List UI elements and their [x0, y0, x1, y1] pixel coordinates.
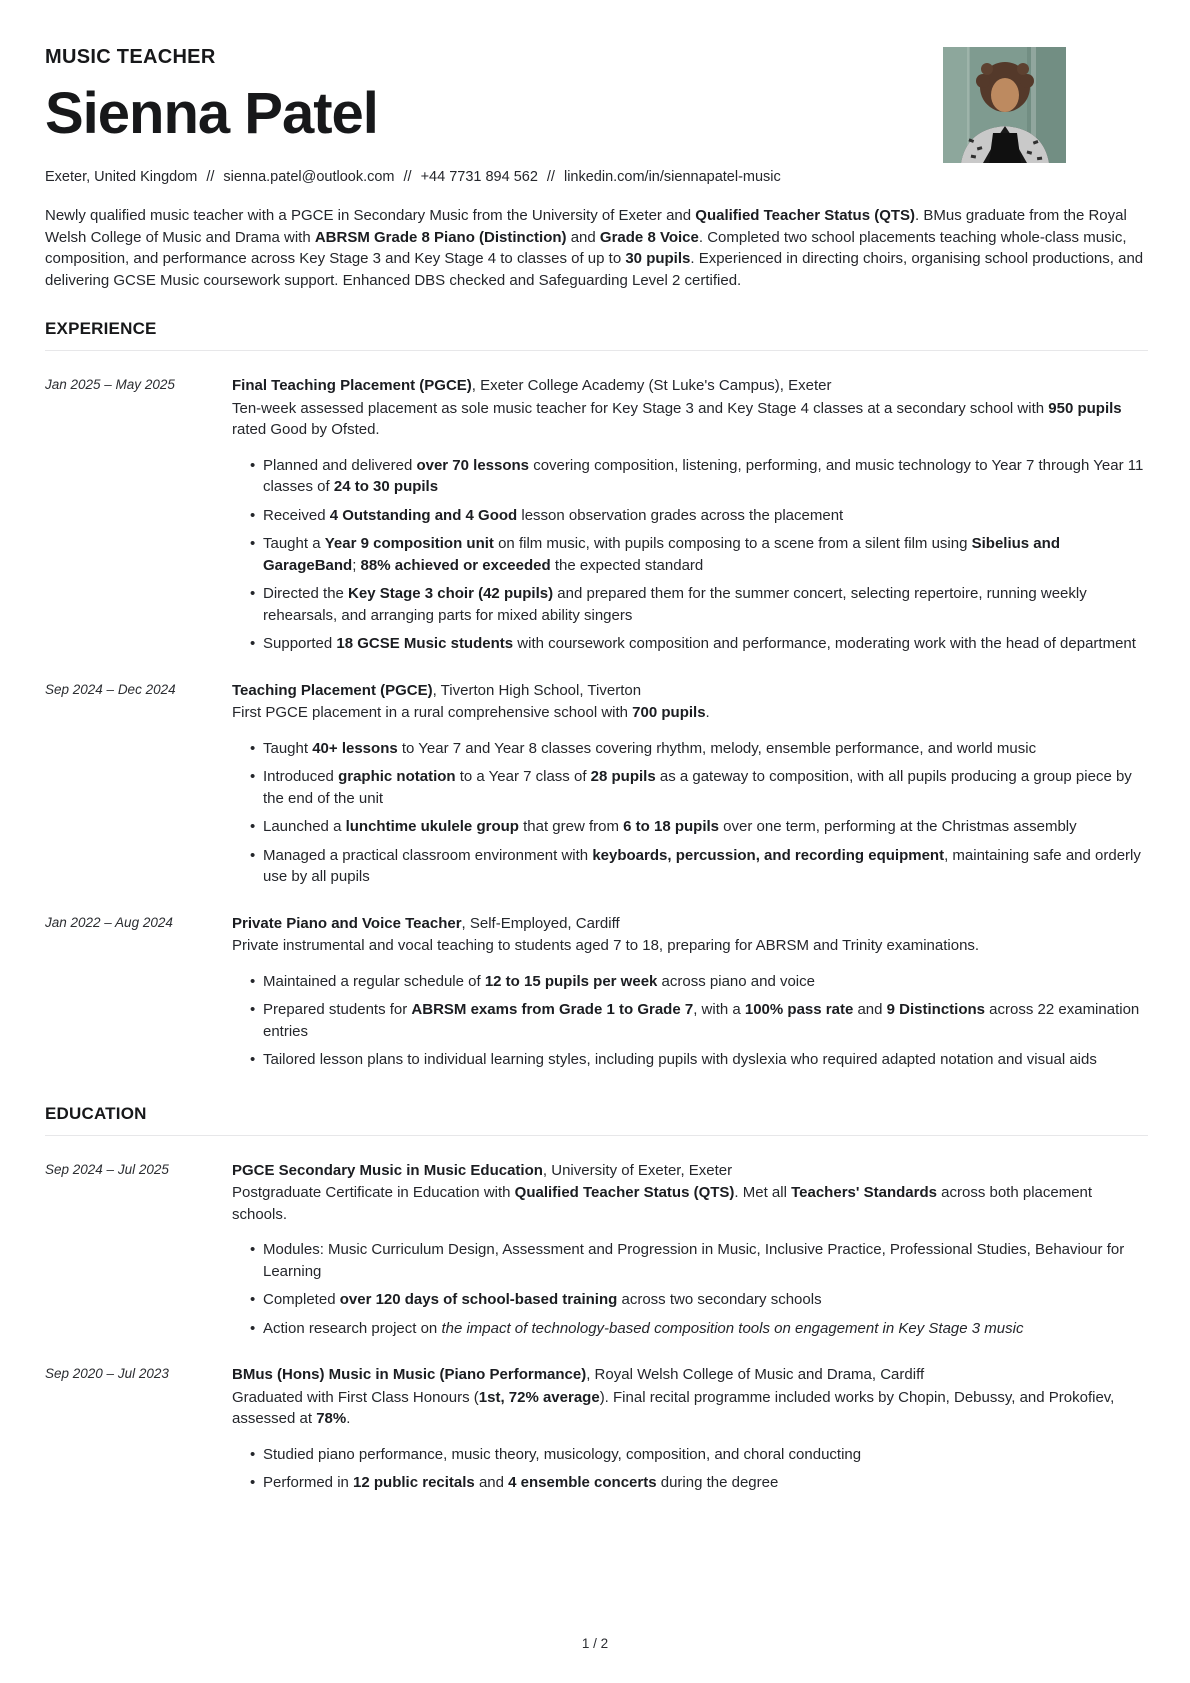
entry-heading: BMus (Hons) Music in Music (Piano Performance), Royal Welsh College of Music and Drama, Cardiff	[232, 1366, 925, 1383]
bullet-item	[250, 455, 1148, 498]
entry	[45, 1364, 1148, 1501]
entry-heading: Final Teaching Placement (PGCE), Exeter College Academy (St Luke's Campus), Exeter	[232, 377, 832, 394]
entry	[45, 680, 1148, 895]
summary-paragraph: Newly qualified music teacher with a PGCE in Secondary Music from the University of Exeter and Qualified Teacher Status (QTS). BMus graduate from the Royal Welsh College of Music and Drama with ABRSM Grade 8 Piano (Distinction) and Grade 8 Voice. Completed two school placements teaching whole-class music, composition, and performance across Key Stage 3 and Key Stage 4 to classes of up to 30 pupils. Experienced in directing choirs, organising school productions, and delivering GCSE Music coursework support. Enhanced DBS checked and Safeguarding Level 2 certified.	[45, 207, 1144, 289]
entry-bullets	[232, 1239, 1148, 1339]
bullet-text: Performed in 12 public recitals and 4 ensemble concerts during the degree	[263, 1474, 779, 1491]
bullet-item	[250, 1049, 1148, 1071]
bullet-item	[250, 505, 1148, 527]
entry-date: Sep 2024 – Dec 2024	[45, 681, 176, 697]
bullet-text: Maintained a regular schedule of 12 to 15 pupils per week across piano and voice	[263, 972, 815, 990]
section-title: EXPERIENCE	[45, 319, 1148, 351]
bullet-text: Managed a practical classroom environment with keyboards, percussion, and recording equipment, maintaining safe and orderly use by all pupils	[263, 846, 1141, 885]
bullet-text: Taught a Year 9 composition unit on film music, with pupils composing to a scene from a silent film using Sibelius and GarageBand; 88% achieved or exceeded the expected standard	[263, 535, 1060, 574]
section-entries	[45, 1136, 1148, 1501]
entry-bullets	[232, 971, 1148, 1071]
section-entries	[45, 351, 1148, 1078]
contact-separator: //	[403, 169, 412, 185]
bullet-item	[250, 633, 1148, 655]
entry-subheading: Postgraduate Certificate in Education with Qualified Teacher Status (QTS). Met all Teachers' Standards across both placement schools.	[232, 1184, 1093, 1223]
contact-item: Exeter, United Kingdom	[45, 169, 198, 185]
page-title: Sienna Patel	[45, 81, 378, 146]
role-title: MUSIC TEACHER	[45, 46, 216, 68]
bullet-text: Directed the Key Stage 3 choir (42 pupils) and prepared them for the summer concert, selecting repertoire, running weekly rehearsals, and arranging parts for mixed ability singers	[263, 585, 1087, 624]
bullet-item	[250, 1472, 1148, 1494]
entry-date: Sep 2020 – Jul 2023	[45, 1366, 169, 1381]
page-number: 1 / 2	[581, 1636, 609, 1651]
entry	[45, 913, 1148, 1078]
entry-subheading: First PGCE placement in a rural comprehensive school with 700 pupils.	[232, 704, 710, 721]
bullet-item	[250, 999, 1148, 1042]
bullet-text: Action research project on the impact of technology-based composition tools on engagement in Key Stage 3 music	[263, 1319, 1024, 1337]
bullet-item	[250, 766, 1148, 809]
entry-heading: Private Piano and Voice Teacher, Self-Employed, Cardiff	[232, 914, 620, 932]
entry-heading: Teaching Placement (PGCE), Tiverton High School, Tiverton	[232, 681, 642, 699]
contact-separator: //	[546, 169, 555, 185]
entry-body	[232, 913, 1148, 1078]
bullet-item	[250, 845, 1148, 888]
contact-item: +44 7731 894 562	[420, 169, 538, 185]
contact-item: linkedin.com/in/siennapatel-music	[563, 169, 781, 185]
bullet-text: Supported 18 GCSE Music students with coursework composition and performance, moderating work with the head of department	[263, 635, 1136, 652]
entry-body	[232, 375, 1148, 662]
entry-heading: PGCE Secondary Music in Music Education, University of Exeter, Exeter	[232, 1161, 733, 1179]
profile-photo-image	[943, 47, 1066, 163]
bullet-text: Modules: Music Curriculum Design, Assessment and Progression in Music, Inclusive Practice, Professional Studies, Behaviour for Learning	[263, 1241, 1125, 1280]
entry-date: Sep 2024 – Jul 2025	[45, 1161, 169, 1177]
entry-bullets	[232, 455, 1148, 655]
entry-subheading: Private instrumental and vocal teaching to students aged 7 to 18, preparing for ABRSM and Trinity examinations.	[232, 937, 980, 954]
bullet-text: Planned and delivered over 70 lessons covering composition, listening, performing, and music technology to Year 7 through Year 11 classes of 24 to 30 pupils	[263, 456, 1144, 495]
bullet-text: Prepared students for ABRSM exams from Grade 1 to Grade 7, with a 100% pass rate and 9 Distinctions across 22 examination entries	[263, 1001, 1140, 1040]
section	[45, 319, 1148, 1078]
bullet-item	[250, 1239, 1148, 1282]
bullet-item	[250, 738, 1148, 760]
bullet-item	[250, 1318, 1148, 1340]
bullet-text: Studied piano performance, music theory, musicology, composition, and choral conducting	[263, 1445, 862, 1463]
entry-subheading: Graduated with First Class Honours (1st, 72% average). Final recital programme included works by Chopin, Debussy, and Prokofiev, assessed at 78%.	[232, 1388, 1115, 1427]
bullet-text: Taught 40+ lessons to Year 7 and Year 8 classes covering rhythm, melody, ensemble performance, and world music	[263, 739, 1037, 757]
section-title: EDUCATION	[45, 1104, 1148, 1136]
bullet-text: Received 4 Outstanding and 4 Good lesson observation grades across the placement	[263, 506, 844, 524]
entry	[45, 1160, 1148, 1347]
bullet-item	[250, 1289, 1148, 1311]
entry	[45, 375, 1148, 662]
bullet-item	[250, 1444, 1148, 1466]
bullet-text: Completed over 120 days of school-based training across two secondary schools	[263, 1291, 822, 1308]
sections	[45, 319, 1148, 1501]
entry-bullets	[232, 1444, 1148, 1494]
entry-body	[232, 1160, 1148, 1347]
bullet-item	[250, 816, 1148, 838]
bullet-item	[250, 583, 1148, 626]
contact-line	[45, 169, 1148, 185]
entry-body	[232, 1364, 1148, 1501]
entry-date: Jan 2022 – Aug 2024	[45, 914, 173, 930]
contact-separator: //	[206, 169, 215, 185]
bullet-text: Tailored lesson plans to individual learning styles, including pupils with dyslexia who required adapted notation and visual aids	[263, 1051, 1097, 1068]
entry-bullets	[232, 738, 1148, 888]
bullet-text: Introduced graphic notation to a Year 7 class of 28 pupils as a gateway to composition, with all pupils producing a group piece by the end of the unit	[263, 768, 1132, 807]
bullet-text: Launched a lunchtime ukulele group that grew from 6 to 18 pupils over one term, performing at the Christmas assembly	[263, 818, 1077, 835]
section	[45, 1104, 1148, 1501]
bullet-item	[250, 533, 1148, 576]
bullet-item	[250, 971, 1148, 993]
contact-item: sienna.patel@outlook.com	[223, 169, 395, 185]
profile-photo	[943, 47, 1066, 163]
entry-date: Jan 2025 – May 2025	[45, 377, 175, 392]
entry-subheading: Ten-week assessed placement as sole music teacher for Key Stage 3 and Key Stage 4 classes at a secondary school with 950 pupils rated Good by Ofsted.	[232, 399, 1122, 438]
entry-body	[232, 680, 1148, 895]
